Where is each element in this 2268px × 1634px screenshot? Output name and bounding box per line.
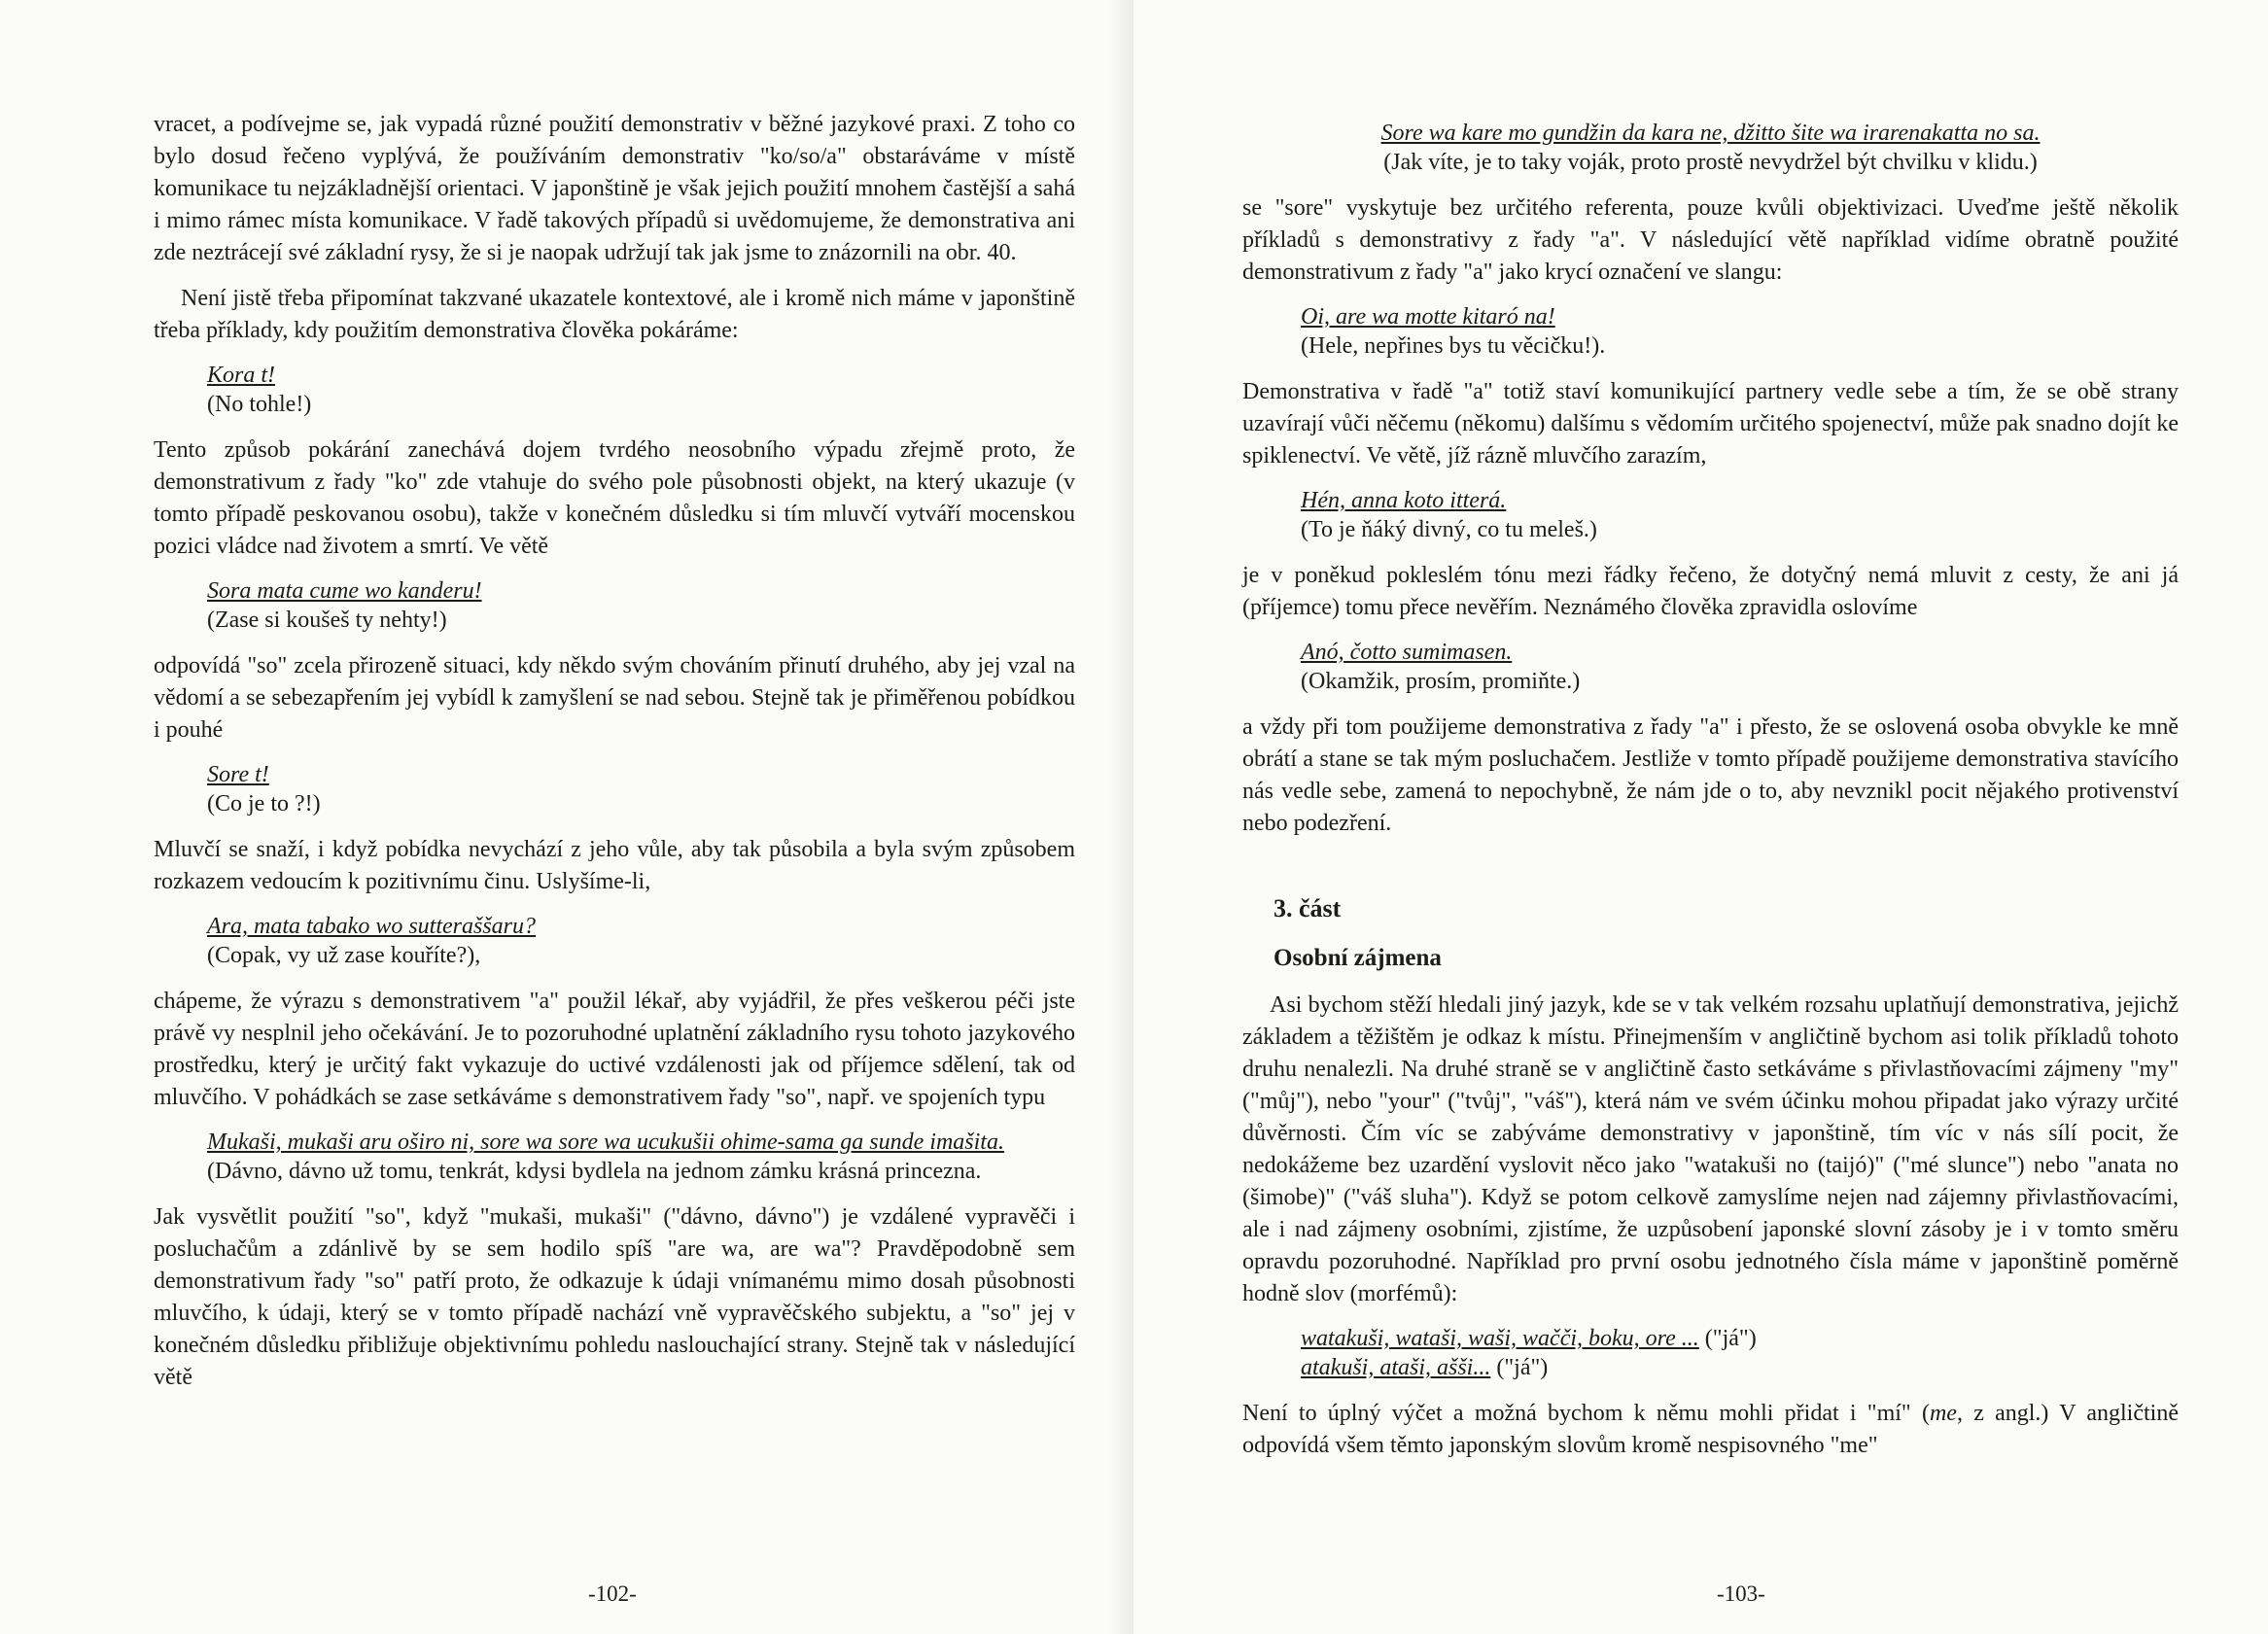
paragraph: Demonstrativa v řadě "a" totiž staví komunikující partnery vedle sebe a tím, že se obě strany uzavírají vůči něčemu (někomu) dalšímu s vědomím určitého spojenectví, může pak snadno dojít ke spiklenectví. Ve větě, jíž rázně mluvčího zarazím, [1242,379,2179,469]
example [1301,486,2179,544]
text-run-italic: me [1929,1401,1957,1426]
page-number: -102- [588,1582,637,1606]
example [207,912,1075,970]
example-japanese: Sore wa kare mo gundžin da kara ne, džitto šite wa irarenakatta no sa. [1380,121,2041,146]
text-run: , z angl.) V angličtině odpovídá všem těmto japonským slovům kromě nespisovného "me" [1242,1401,2179,1458]
example-translation: (Jak víte, je to taky voják, proto prostě nevydržel být chvilku v klidu.) [1383,150,2038,175]
paragraph: Tento způsob pokárání zanechává dojem tvrdého neosobního výpadu zřejmě proto, že demonstrativum z řady "ko" zde vtahuje do svého pole působnosti objekt, na který ukazuje (v tomto případě peskovanou osobu), takže v konečném důsledku si tím mluvčí vytváří mocenskou pozici vládce nad životem a smrtí. Ve větě [154,437,1075,559]
paragraph: chápeme, že výrazu s demonstrativem "a" použil lékař, aby vyjádřil, že přes veškerou péči jste právě vy nesplnil jeho očekávání. Je to pozoruhodné uplatnění základního rysu tohoto jazykového prostředku, který je určitý fakt vykazuje do uctivé vzdálenosti jak od příjemce sdělení, tak od mluvčího. V pohádkách se zase setkáváme s demonstrativem řady "so", např. ve spojeních typu [154,989,1075,1110]
page-number: -103- [1717,1582,1765,1606]
example-translation: (Okamžik, prosím, promiňte.) [1301,669,1581,694]
example [207,576,1075,635]
paragraph: se "sore" vyskytuje bez určitého referenta, pouze kvůli objektivizaci. Uveďme ještě několik příkladů s demonstrativy z řady "a". V následující větě například vidíme obratně použité demonstrativum z řady "a" jako krycí označení ve slangu: [1242,195,2179,285]
example-japanese: Sore t! [207,762,269,787]
example-japanese: Hén, anna koto itterá. [1301,488,1507,513]
subsection-title: Osobní zájmena [1274,945,1442,971]
paragraph: Mluvčí se snaží, i když pobídka nevychází z jeho vůle, aby tak působila a byla svým způsobem rozkazem vedoucím k pozitivnímu činu. Uslyšíme-li, [154,837,1075,894]
example-japanese: Oi, are wa motte kitaró na! [1301,304,1555,330]
example [1301,302,2179,361]
paragraph: a vždy při tom použijeme demonstrativa z řady "a" i přesto, že se oslovená osoba obvykle ke mně obrátí a stane se tak mým posluchačem. Jestliže v tomto případě použijeme demonstrativa stavícího nás vedle sebe, zamená to nepochybně, že nám jde o to, aby nevznikl pocit nějakého protivenství nebo podezření. [1242,714,2179,836]
example-translation: (To je ňáký divný, co tu meleš.) [1301,517,1597,542]
example-japanese: atakuši, ataši, ašši... [1301,1355,1491,1380]
example-translation: (Dávno, dávno už tomu, tenkrát, kdysi bydlela na jednom zámku krásná princezna. [207,1159,982,1184]
example-translation: (Zase si koušeš ty nehty!) [207,608,447,633]
example-translation: (Hele, nepřines bys tu věcičku!). [1301,333,1606,359]
example-line [1301,1324,2179,1353]
right-page [1134,0,2268,1634]
example-japanese: watakuši, wataši, waši, wačči, boku, ore ... [1301,1326,1699,1351]
example [207,1128,1075,1186]
section-title: 3. část [1274,894,1342,922]
paragraph: Není jistě třeba připomínat takzvané ukazatele kontextové, ale i kromě nich máme v japonštině třeba příklady, kdy použitím demonstrativa člověka pokáráme: [154,286,1075,343]
example [207,760,1075,818]
example-translation: (No tohle!) [207,392,312,417]
example [1301,638,2179,696]
example-japanese: Anó, čotto sumimasen. [1301,640,1513,665]
paragraph: odpovídá "so" zcela přirozeně situaci, kdy někdo svým chováním přinutí druhého, aby jej vzal na vědomí a se sebezapřením jej vybídl k zamyšlení se nad sebou. Stejně tak je přiměřenou pobídkou i pouhé [154,653,1075,743]
example-japanese: Sora mata cume wo kanderu! [207,578,482,604]
text-run: Není to úplný výčet a možná bychom k němu mohli přidat i "mí" ( [1242,1401,1930,1426]
example [1242,119,2179,177]
example-line [1301,1353,2179,1382]
example-translation: (Copak, vy už zase kouříte?), [207,943,481,968]
example [207,361,1075,419]
paragraph: je v poněkud pokleslém tónu mezi řádky řečeno, že dotyčný nemá mluvit z cesty, že ani já (příjemce) tomu přece nevěřím. Neznámého člověka zpravidla oslovíme [1242,563,2179,620]
paragraph [1242,1398,2179,1462]
example-japanese: Ara, mata tabako wo sutteraššaru? [207,914,537,939]
example-translation: (Co je to ?!) [207,791,321,817]
example-translation: ("já") [1704,1326,1757,1351]
paragraph: Asi bychom stěží hledali jiný jazyk, kde se v tak velkém rozsahu uplatňují demonstrativa, jejichž základem a těžištěm je odkaz k místu. Přinejmenším v angličtině bychom asi tolik příkladů tohoto druhu nenalezli. Na druhé straně se v angličtině často setkáváme s přivlastňovacími zájmeny "my" ("můj"), nebo "your" ("tvůj", "váš"), která nám ve svém účinku mohou připadat jako výrazy určité důvěrnosti. Čím víc se zabýváme demonstrativy v japonštině, tím víc v nás sílí pocit, že nedokážeme bez uzardění vyslovit něco jako "watakuši no (taijó)" ("mé slunce") nebo "anata no (šimobe)" ("váš sluha"). Když se potom celkově zamyslíme nejen nad zájemny přivlastňovacími, ale i nad zájmeny osobními, zjistíme, že uzpůsobení japonské slovní zásoby je i v tomto směru opravdu pozoruhodné. Například pro první osobu jednotného čísla máme v japonštině poměrně hodně slov (morfémů): [1242,992,2179,1306]
example-japanese: Mukaši, mukaši aru oširo ni, sore wa sore wa ucukušii ohime-sama ga sunde imašita. [207,1130,1004,1155]
paragraph: vracet, a podívejme se, jak vypadá různé použití demonstrativ v běžné jazykové praxi. Z toho co bylo dosud řečeno vyplývá, že používáním demonstrativ "ko/so/a" obstaráváme v místě komunikace tu nejzákladnější orientaci. V japonštině je však jejich použití mnohem častější a sahá i mimo rámec místa komunikace. V řadě takových případů si uvědomujeme, že demonstrativa ani zde neztrácejí své základní rysy, že si je naopak udržují tak jak jsme to znázornili na obr. 40. [154,112,1075,265]
example-japanese: Kora t! [207,363,276,388]
paragraph: Jak vysvětlit použití "so", když "mukaši, mukaši" ("dávno, dávno") je vzdálené vypravěči i posluchačům a zdánlivě by se sem hodilo spíš "are wa, are wa"? Pravděpodobně sem demonstrativum řady "so" patří proto, že odkazuje k údaji vnímanému mimo dosah působnosti mluvčího, k údaji, který se v tomto případě nachází vně vypravěčského subjektu, a "so" jej v konečném důsledku přibližuje objektivnímu pohledu naslouchající strany. Stejně tak v následující větě [154,1204,1075,1390]
example [1301,1324,2179,1382]
example-translation: ("já") [1496,1355,1549,1380]
